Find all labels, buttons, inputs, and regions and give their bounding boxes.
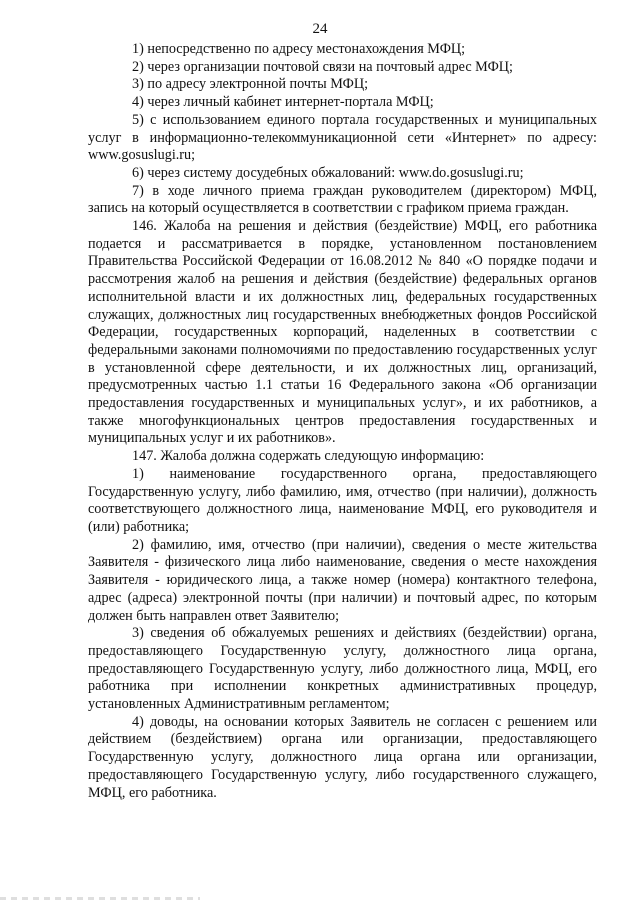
list-item-postal: 2) через организации почтовой связи на почтовый адрес МФЦ; [132, 58, 513, 75]
scan-artifact [0, 897, 200, 900]
list-item-pretrial-system: 6) через систему досудебных обжалований: www.do.gosuslugi.ru; [132, 164, 524, 181]
complaint-item-authority-name: 1) наименование государственного органа, предоставляющего Государственную услугу, либо фамилию, имя, отчество (при наличии), должность соответствующего должностного лица, наименование МФЦ, его руководителя и (или) работника; [88, 465, 597, 535]
clause-146: 146. Жалоба на решения и действия (бездействие) МФЦ, его работника подается и рассматривается в порядке, установленном постановлением Правительства Российской Федерации от 16.08.2012 № 840 «О порядке подачи и рассмотрения жалоб на решения и действия (бездействие) федеральных органов исполнительной власти и их должностных лиц, федеральных государственных служащих, должностных лиц государственных внебюджетных фондов Российской Федерации, государственных корпораций, наделенных в соответствии с федеральными законами полномочиями по предоставлению государственных услуг в установленной сфере деятельности, и их должностных лиц, организаций, предусмотренных частью 1.1 статьи 16 Федерального закона «Об организации предоставления государственных и муниципальных услуг», и их работников, а также многофункциональных центров предоставления государственных и муниципальных услуг и их работников». [88, 218, 597, 447]
list-item-in-person: 1) непосредственно по адресу местонахождения МФЦ; [132, 41, 466, 57]
document-body [88, 41, 597, 802]
complaint-item-applicant-details: 2) фамилию, имя, отчество (при наличии), сведения о месте жительства Заявителя - физического лица либо наименование, сведения о месте нахождения Заявителя - юридического лица, а также номер (номера) контактного телефона, адрес (адреса) электронной почты (при наличии) и почтовый адрес, по которым должен быть направлен ответ Заявителю; [88, 536, 597, 624]
complaint-item-arguments: 4) доводы, на основании которых Заявитель не согласен с решением или действием (бездействием) органа или организации, предоставляющего Государственную услугу, должностного лица органа или организации, предоставляющего Государственную услугу, либо государственного служащего, МФЦ, его работника. [88, 713, 597, 801]
list-item-personal-reception: 7) в ходе личного приема граждан руководителем (директором) МФЦ, запись на который осуществляется в соответствии с графиком приема граждан. [88, 182, 597, 217]
list-item-gosuslugi-portal: 5) с использованием единого портала государственных и муниципальных услуг в информационно-телекоммуникационной сети «Интернет» по адресу: www.gosuslugi.ru; [88, 111, 597, 164]
complaint-item-appealed-decisions: 3) сведения об обжалуемых решениях и действиях (бездействии) органа, предоставляющего Государственную услугу, должностного лица органа, предоставляющего Государственную услугу, либо должностного лица, МФЦ, его работника при исполнении конкретных административных процедур, установленных Административным регламентом; [88, 625, 597, 713]
page-number: 24 [312, 21, 328, 37]
list-item-personal-account: 4) через личный кабинет интернет-портала МФЦ; [132, 94, 434, 111]
clause-147: 147. Жалоба должна содержать следующую информацию: [132, 448, 485, 465]
list-item-email: 3) по адресу электронной почты МФЦ; [132, 76, 369, 93]
